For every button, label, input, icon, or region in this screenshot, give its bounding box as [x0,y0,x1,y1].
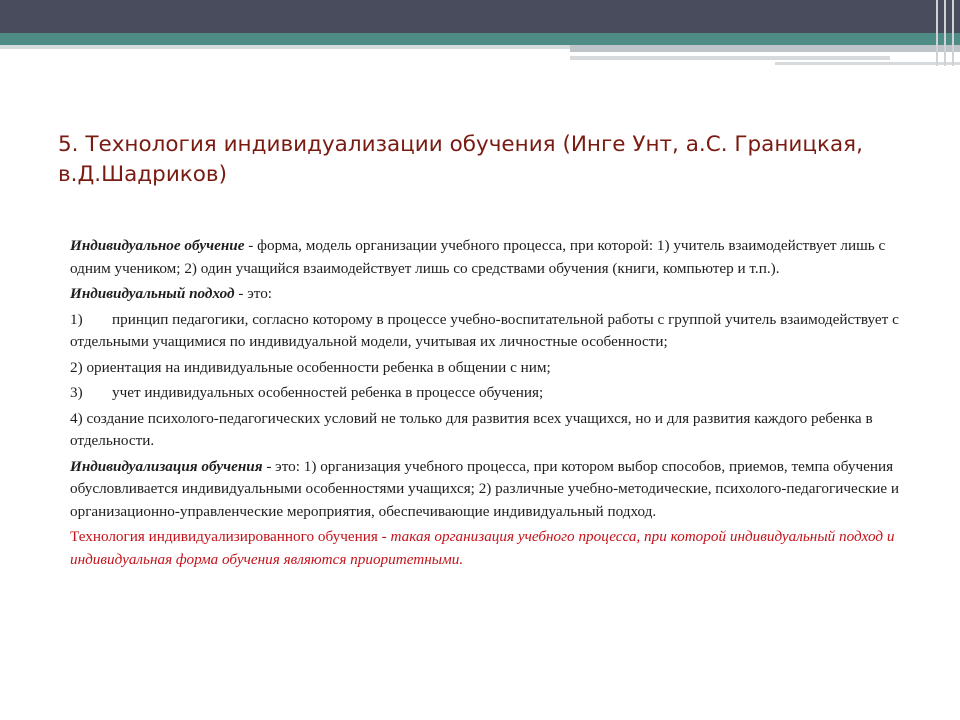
decor-stripe [570,45,960,52]
decor-stripe [570,56,890,60]
list-item-number: 1) [70,310,83,328]
accent-band [0,33,960,45]
term-individualization: Индивидуализация обучения [70,457,263,475]
definition-text: - это: 1) организация учебного процесса, при котором выбор способов, приемов, темпа обучения обусловливается индивидуальными особенностями учащихся; 2) различные учебно-методические, психолого-педагогические и организационно-управленческие мероприятия, обеспечивающие индивидуальный подход. [70,457,899,520]
paragraph-individual-approach [70,283,905,306]
decor-stripe [0,45,570,49]
decor-vertical-line [952,0,954,66]
definition-text: - форма, модель организации учебного процесса, при которой: 1) учитель взаимодействует лишь с одним учеником; 2) один учащийся взаимодействует лишь со средствами обучения (книги, компьютер и т.п.). [70,237,886,277]
slide-body [70,235,905,574]
list-item-text: создание психолого-педагогических условий не только для развития всех учащихся, но и для развития каждого ребенка в отдельности. [70,409,873,449]
paragraph-technology-definition [70,526,905,571]
list-item [70,382,905,405]
definition-text: - такая организация учебного процесса, при которой индивидуальный подход и индивидуальная форма обучения являются приоритетными. [70,528,895,568]
decor-vertical-line [936,0,938,66]
paragraph-individual-learning [70,235,905,280]
list-item [70,309,905,354]
term-individual-approach: Индивидуальный подход [70,285,235,302]
term-individual-learning: Индивидуальное обучение [70,237,245,254]
list-item-number: 3) [70,384,83,401]
list-item [70,408,905,453]
slide-title: 5. Технология индивидуализации обучения (Инге Унт, а.С. Границкая, в.Д.Шадриков) [58,132,863,187]
list-item [70,357,905,380]
definition-text: - это: [234,285,273,302]
decor-stripe [775,62,960,65]
list-item-text: учет индивидуальных особенностей ребенка в процессе обучения; [112,384,544,401]
paragraph-individualization [70,456,905,524]
list-item-text: ориентация на индивидуальные особенности ребенка в общении с ним; [82,358,551,376]
list-item-number: 4) [70,409,83,427]
list-item-number: 2) [70,358,83,376]
list-item-text: принцип педагогики, согласно которому в процессе учебно-воспитательной работы с группой учитель взаимодействует с отдельными учащимися по индивидуальной модели, учитывая их личностные особенности; [70,310,899,350]
term-technology: Технология индивидуализированного обучения [70,528,378,545]
header-bar [0,0,960,33]
decor-vertical-line [944,0,946,66]
